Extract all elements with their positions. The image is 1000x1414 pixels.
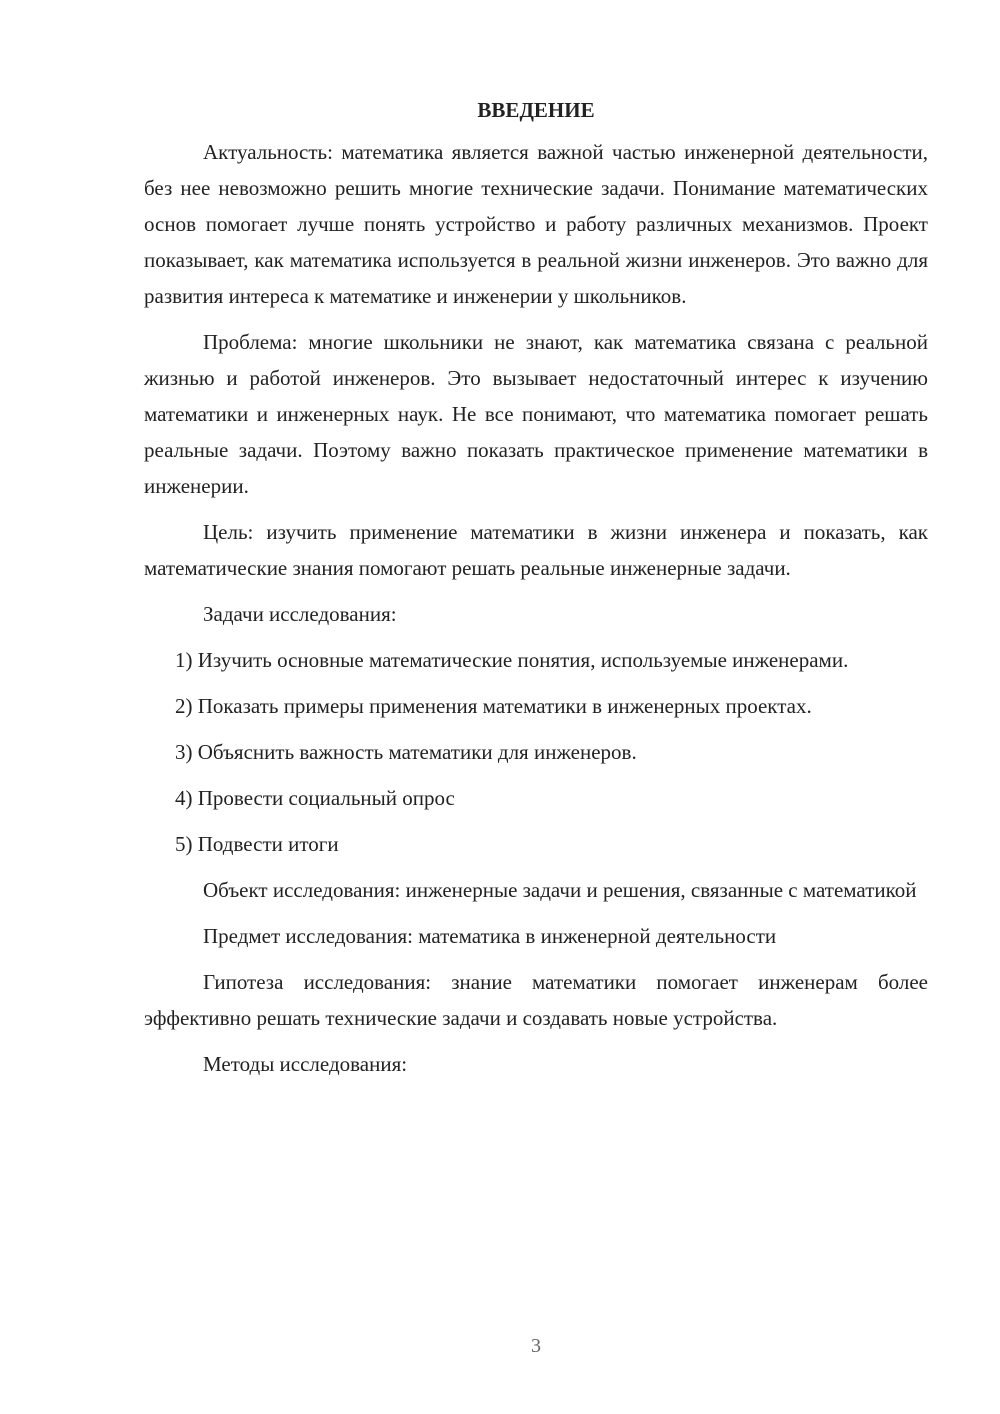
page-content xyxy=(144,92,928,1092)
task-item-4: 4) Провести социальный опрос xyxy=(175,786,455,810)
task-item-1: 1) Изучить основные математические понятия, используемые инженерами. xyxy=(175,648,849,672)
tasks-heading: Задачи исследования: xyxy=(203,602,397,626)
object-paragraph: Объект исследования: инженерные задачи и решения, связанные с математикой xyxy=(203,878,917,902)
goal-paragraph: Цель: изучить применение математики в жизни инженера и показать, как математические знания помогают решать реальные инженерные задачи. xyxy=(144,520,928,580)
relevance-paragraph: Актуальность: математика является важной частью инженерной деятельности, без нее невозможно решить многие технические задачи. Понимание математических основ помогает лучше понять устройство и работу различных механизмов. Проект показывает, как математика используется в реальной жизни инженеров. Это важно для развития интереса к математике и инженерии у школьников. xyxy=(144,140,928,308)
section-title: ВВЕДЕНИЕ xyxy=(477,98,595,122)
task-item-5: 5) Подвести итоги xyxy=(175,832,339,856)
subject-paragraph: Предмет исследования: математика в инженерной деятельности xyxy=(203,924,777,948)
methods-heading: Методы исследования: xyxy=(203,1052,408,1076)
page-number: 3 xyxy=(531,1335,541,1357)
problem-paragraph: Проблема: многие школьники не знают, как математика связана с реальной жизнью и работой инженеров. Это вызывает недостаточный интерес к изучению математики и инженерных наук. Не все понимают, что математика помогает решать реальные задачи. Поэтому важно показать практическое применение математики в инженерии. xyxy=(144,330,928,498)
hypothesis-paragraph: Гипотеза исследования: знание математики помогает инженерам более эффективно решать технические задачи и создавать новые устройства. xyxy=(144,970,928,1030)
task-item-3: 3) Объяснить важность математики для инженеров. xyxy=(175,740,637,764)
task-item-2: 2) Показать примеры применения математики в инженерных проектах. xyxy=(175,694,812,718)
